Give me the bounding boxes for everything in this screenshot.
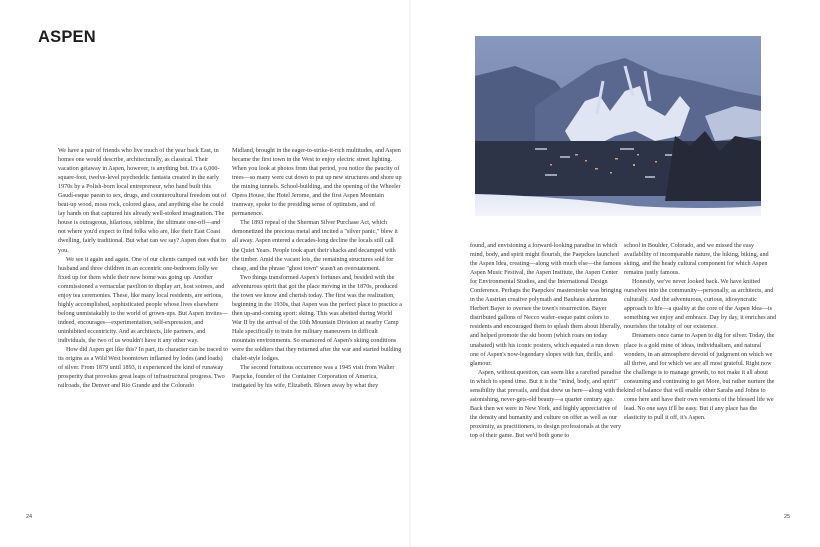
body-paragraph: The 1893 repeal of the Sherman Silver Purchase Act, which demonetized the precious metal and incited a "silver panic," blew it all away. Aspen entered a decades-long decline the locals still call the Quiet Years. People took apart their shacks and decamped with the timber. Amid the vacant lots, the remaining structures sold for cheap, and the phrase "ghost town" wasn't an overstatement. <box>232 220 398 272</box>
body-paragraph: school in Boulder, Colorado, and we missed the easy availability of incomparable nature, the hiking, biking, and skiing, and the heady cultural component for which Aspen remains justly famous. <box>624 243 769 277</box>
page-number-right: 25 <box>784 514 791 520</box>
body-paragraph: Midland, brought in the eager-to-strike-it-rich multitudes, and Aspen became the first town in the West to enjoy electric street lighting. When you look at photos from that period, you notice the paucity of trees—so many were cut down to put up new structures and shore up the mining tunnels. School-building, and the opening of the Wheeler Opera House, the Hotel Jerome, and the first Aspen Mountain tramway, spoke to the presiding sense of optimism, and of permanence. <box>232 148 402 218</box>
body-paragraph: The second fortuitous occurrence was a 1945 visit from Walter Paepcke, founder of the Container Corporation of America, instigated by his wife, Elizabeth. Blown away by what they <box>232 365 395 390</box>
page-number-left: 24 <box>26 514 33 520</box>
body-paragraph: Aspen, without question, can seem like a rarefied paradise in which to spend time. But it is the "mind, body, and spirit" sensibility that prevails, and that drew us here—along with the astonishing, never-gets-old beauty—a quarter century ago. Back then we were in New York, and highly appreciative of the density and humanity and culture on offer as well as our proximity, as practitioners, to design professionals at the very top of their game. But we'd both gone to <box>470 369 624 439</box>
text-column-4 <box>624 242 780 423</box>
photo-illustration <box>475 36 761 216</box>
body-paragraph: Honestly, we've never looked back. We have knitted ourselves into the community—personally, as architects, and culturally. And the adventurous, curious, idiosyncratic approach to life—a quality at the core of the Aspen Idea—is something we enjoy and embrace. Day by day, it enriches and nourishes the totality of our existence. <box>624 279 777 331</box>
body-paragraph: We have a pair of friends who live much of the year back East, in homes one would describe, architecturally, as classical. Their vacation getaway in Aspen, however, is anything but. It's a 6,000-square-foot, twelve-level psychedelic fantasia created in the early 1970s by a Polish-born local entrepreneur, who hand built this Gaudí-esque paean to sex, drugs, and countercultural freedom out of beat-up wood, moss rock, colored glass, and anything else he could lay hands on that captured his already well-stoked imagination. The house is outrageous, hilarious, sublime, the ultimate one-off—and not where you'd expect to find folks who are, like their East Coast dwelling, fairly traditional. But what can we say? Aspen does that to you. <box>58 148 227 254</box>
body-paragraph: We see it again and again. One of our clients camped out with her husband and three children in an eccentric one-bedroom folly we fixed up for them while their new home was going up. Another commissioned a vernacular pavilion to display art, host soirees, and enjoy tea ceremonies. These, like many local residents, are serious, highly accomplished, sophisticated people whose lives elsewhere belong unmistakably to the world of grown-ups. But Aspen invites—indeed, encourages—experimentation, self-expression, and uninhibited eccentricity. And as architects, life partners, and individuals, the two of us wouldn't have it any other way. <box>58 256 228 344</box>
body-paragraph: Dreamers once came to Aspen to dig for silver. Today, the place is a gold mine of ideas, individualism, and natural wonders, in an atmosphere devoid of judgment on which we all thrive, and for which we are all most grateful. Right now the challenge is to manage growth, to not make it all about consuming and continuing to get More, but rather nurture the kind of balance that will enable other Sarahs and Johns to come here and have their own versions of the blessed life we lead. No one says it'll be easy. But if any place has the elasticity to pull it off, it's Aspen. <box>624 333 775 421</box>
body-paragraph: found, and envisioning a forward-looking paradise in which mind, body, and spirit might flourish, the Paepckes launched the Aspen Idea, creating—along with much else—the famous Aspen Music Festival, the Aspen Institute, the Aspen Center for Environmental Studies, and the International Design Conference. Perhaps the Paepckes' masterstroke was bringing in the Austrian creative polymath and Bauhaus alumnus Herbert Bayer to oversee the town's resurrection. Bayer distributed gallons of Necco wafer–esque paint colors to residents and encouraged them to splash them about liberally, and helped promote the ski boom (which roars on today unabated) with his iconic posters, which equated a run down one of Aspen's now-legendary slopes with fun, thrills, and glamour. <box>470 243 622 367</box>
chapter-title: ASPEN <box>38 28 96 46</box>
text-column-3 <box>470 242 626 441</box>
aspen-mountain-photo <box>475 36 761 216</box>
gutter <box>409 0 411 547</box>
body-paragraph: Two things transformed Aspen's fortunes and, besided with the adventurous spirit that got the place moving in the 1870s, produced the town we know and cherish today. The first was the realization, beginning in the 1930s, that Aspen was the perfect place to practice a then up-and-coming sport: skiing. This was abetted during World War II by the arrival of the 10th Mountain Division at nearby Camp Hale specifically to train for military maneuvers in difficult mountain environments. So enamored of Aspen's skiing conditions were the soldiers that they returned after the war and started building chalet-style lodges. <box>232 274 403 363</box>
text-column-1 <box>58 147 228 391</box>
body-paragraph: How did Aspen get like this? In part, its character can be traced to its origins as a Wild West boomtown inflamed by lodes (and loads) of silver. From 1879 until 1893, it experienced the kind of runaway prosperity that provokes great leaps of infrastructural progress. Two railroads, the Denver and Rio Grande and the Colorado <box>58 347 228 390</box>
text-column-2 <box>232 147 402 391</box>
